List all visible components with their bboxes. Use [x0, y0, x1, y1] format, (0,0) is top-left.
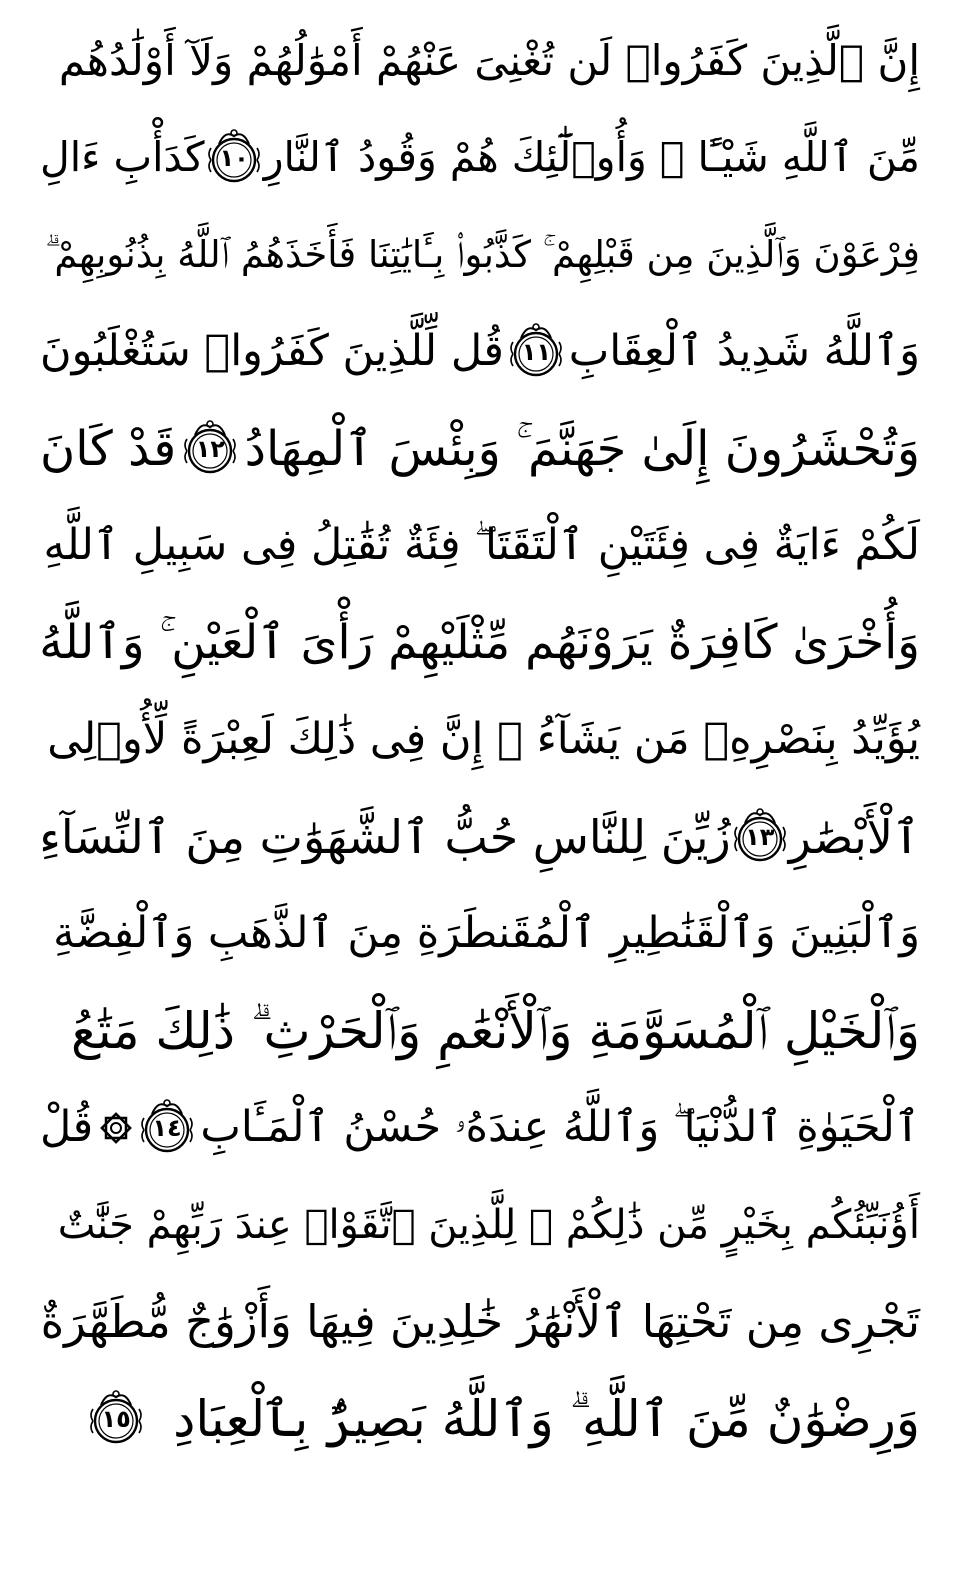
verse-text: زُيِّنَ لِلنَّاسِ حُبُّ ٱلشَّهَوَٰتِ مِنَ ٱلنِّسَآءِ: [39, 809, 731, 864]
verse-line: [40, 594, 920, 691]
ayah-number: ١٤: [152, 1113, 182, 1142]
verse-text: أَؤُنَبِّئُكُم بِخَيْرٍ مِّن ذَٰلِكُمْ ۚ لِلَّذِينَ ٱتَّقَوْا۟ عِندَ رَبِّهِمْ جَنَّٰتٌ: [57, 1201, 920, 1248]
verse-line: [40, 497, 920, 594]
verse-line: [40, 303, 920, 400]
verse-text: وَرِضْوَٰنٌ مِّنَ ٱللَّهِ ۗ وَٱللَّهُ بَصِيرٌۢ بِٱلْعِبَادِ: [173, 1389, 920, 1448]
verse-line: [40, 1176, 920, 1273]
ayah-number-marker: [507, 320, 565, 384]
rub-el-hizb-icon: [98, 1110, 134, 1146]
verse-text: ٱلْحَيَوٰةِ ٱلدُّنْيَا ۖ وَٱللَّهُ عِندَهُۥ حُسْنُ ٱلْمَـَٔابِ: [200, 1102, 920, 1152]
verse-line: [40, 1370, 920, 1467]
verse-line: [40, 109, 920, 206]
verse-text: قُل لِّلَّذِينَ كَفَرُوا۟ سَتُغْلَبُونَ: [40, 326, 504, 376]
verse-line: [40, 982, 920, 1079]
verse-text: قُلْ: [40, 1102, 94, 1152]
verse-text: فِرْعَوْنَ وَٱلَّذِينَ مِن قَبْلِهِمْ ۚ كَذَّبُوا۟ بِـَٔايَٰتِنَا فَأَخَذَهُمُ ٱللَّهُ بِذُنُوبِهِمْ ۗ: [45, 233, 920, 276]
verse-text: قَدْ كَانَ: [40, 420, 177, 477]
verse-text: مِّنَ ٱللَّهِ شَيْـًٔا ۖ وَأُو۟لَٰٓئِكَ هُمْ وَقُودُ ٱلنَّارِ: [263, 133, 920, 181]
ayah-number: ١٥: [101, 1404, 131, 1433]
verse-text: وَٱلْخَيْلِ ٱلْمُسَوَّمَةِ وَٱلْأَنْعَٰمِ وَٱلْحَرْثِ ۗ ذَٰلِكَ مَتَٰعُ: [71, 1001, 920, 1060]
ayah-number: ١٣: [745, 822, 775, 851]
verse-line: [40, 12, 920, 109]
ayah-number: ١١: [521, 337, 552, 366]
verse-line: [40, 1273, 920, 1370]
verse-text: لَكُمْ ءَايَةٌ فِى فِئَتَيْنِ ٱلْتَقَتَا ۖ فِئَةٌ تُقَٰتِلُ فِى سَبِيلِ ٱللَّهِ: [43, 520, 920, 570]
verse-text: تَجْرِى مِن تَحْتِهَا ٱلْأَنْهَٰرُ خَٰلِدِينَ فِيهَا وَأَزْوَٰجٌ مُّطَهَّرَةٌ: [40, 1295, 920, 1348]
ayah-number-marker: [87, 1387, 145, 1451]
verse-lines: [40, 12, 920, 1467]
verse-line: [40, 691, 920, 788]
ayah-number: ١٢: [195, 434, 226, 463]
verse-text: وَٱللَّهُ شَدِيدُ ٱلْعِقَابِ: [568, 326, 920, 376]
verse-text: وَتُحْشَرُونَ إِلَىٰ جَهَنَّمَ ۚ وَبِئْسَ ٱلْمِهَادُ: [244, 420, 920, 477]
ayah-number-marker: [138, 1096, 196, 1160]
verse-text: كَدَأْبِ ءَالِ: [40, 133, 205, 181]
verse-line: [40, 400, 920, 497]
verse-line: [40, 206, 920, 303]
verse-text: إِنَّ ٱلَّذِينَ كَفَرُوا۟ لَن تُغْنِىَ عَنْهُمْ أَمْوَٰلُهُمْ وَلَآ أَوْلَٰدُهُم: [58, 35, 920, 85]
ayah-number-marker: [205, 126, 263, 190]
verse-text: وَأُخْرَىٰ كَافِرَةٌ يَرَوْنَهُم مِّثْلَيْهِمْ رَأْىَ ٱلْعَيْنِ ۚ وَٱللَّهُ: [39, 615, 920, 670]
verse-text: ٱلْأَبْصَٰرِ: [788, 809, 920, 864]
verse-line: [40, 885, 920, 982]
ayah-number-marker: [731, 805, 789, 869]
ayah-number-marker: [181, 417, 239, 481]
verse-text: يُؤَيِّدُ بِنَصْرِهِۦ مَن يَشَآءُ ۗ إِنَّ فِى ذَٰلِكَ لَعِبْرَةً لِّأُو۟لِى: [47, 714, 920, 764]
verse-text: وَٱلْبَنِينَ وَٱلْقَنَٰطِيرِ ٱلْمُقَنطَرَةِ مِنَ ٱلذَّهَبِ وَٱلْفِضَّةِ: [53, 908, 920, 958]
ayah-number: ١٠: [219, 143, 249, 172]
verse-line: [40, 788, 920, 885]
verse-line: [40, 1079, 920, 1176]
